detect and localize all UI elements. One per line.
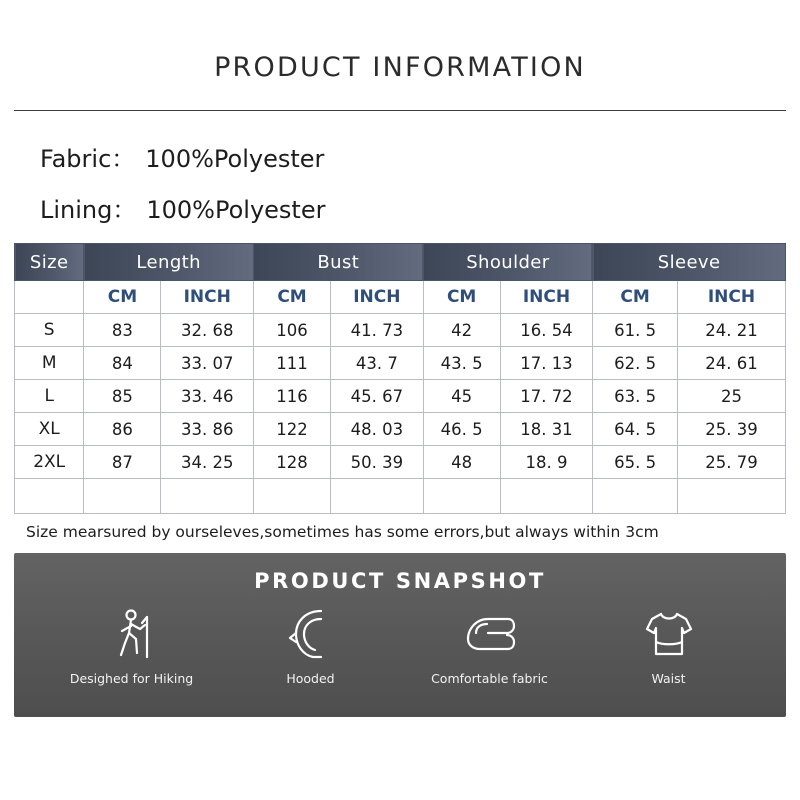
spec-value-fabric: 100%Polyester — [145, 145, 325, 173]
cell-bust-inch: 41. 73 — [331, 314, 424, 347]
spec-list — [14, 139, 786, 225]
header-sleeve: Sleeve — [593, 244, 786, 281]
unit-cell-sleeve-cm: CM — [593, 281, 678, 314]
cell-empty — [253, 479, 330, 514]
unit-cell-sleeve-inch: INCH — [678, 281, 786, 314]
cell-size: 2XL — [15, 446, 84, 479]
cell-shoulder-inch: 18. 9 — [500, 446, 593, 479]
cell-bust-inch: 50. 39 — [331, 446, 424, 479]
cell-empty — [423, 479, 500, 514]
cell-empty — [161, 479, 254, 514]
cell-shoulder-cm: 45 — [423, 380, 500, 413]
cell-bust-cm: 111 — [253, 347, 330, 380]
spec-row-lining — [40, 190, 786, 225]
cell-sleeve-cm: 65. 5 — [593, 446, 678, 479]
header-length: Length — [84, 244, 254, 281]
cell-shoulder-inch: 16. 54 — [500, 314, 593, 347]
table-row — [15, 413, 786, 446]
snapshot-item-hiking — [57, 603, 207, 686]
unit-cell-length-inch: INCH — [161, 281, 254, 314]
cell-bust-cm: 128 — [253, 446, 330, 479]
unit-cell-shoulder-inch: INCH — [500, 281, 593, 314]
cell-length-cm: 85 — [84, 380, 161, 413]
size-table — [14, 243, 786, 514]
unit-cell-blank — [15, 281, 84, 314]
cell-length-inch: 32. 68 — [161, 314, 254, 347]
header-size: Size — [15, 244, 84, 281]
spec-label-lining: Lining： — [40, 196, 137, 224]
cell-size: XL — [15, 413, 84, 446]
cell-shoulder-inch: 17. 72 — [500, 380, 593, 413]
cell-size: M — [15, 347, 84, 380]
cell-shoulder-inch: 17. 13 — [500, 347, 593, 380]
cell-bust-cm: 116 — [253, 380, 330, 413]
cell-shoulder-cm: 42 — [423, 314, 500, 347]
hiker-icon — [57, 603, 207, 665]
cell-empty — [500, 479, 593, 514]
cell-shoulder-inch: 18. 31 — [500, 413, 593, 446]
cell-sleeve-cm: 64. 5 — [593, 413, 678, 446]
cell-sleeve-cm: 63. 5 — [593, 380, 678, 413]
cell-bust-inch: 48. 03 — [331, 413, 424, 446]
cell-empty — [15, 479, 84, 514]
cell-bust-cm: 106 — [253, 314, 330, 347]
cell-sleeve-cm: 62. 5 — [593, 347, 678, 380]
snapshot-item-fabric — [415, 603, 565, 686]
cell-length-inch: 33. 46 — [161, 380, 254, 413]
table-row — [15, 380, 786, 413]
table-unit-row — [15, 281, 786, 314]
cell-length-cm: 86 — [84, 413, 161, 446]
snapshot-title: PRODUCT SNAPSHOT — [254, 569, 546, 593]
snapshot-label: Desighed for Hiking — [69, 671, 194, 686]
cell-length-inch: 33. 07 — [161, 347, 254, 380]
cell-size: S — [15, 314, 84, 347]
table-group-header-row — [15, 244, 786, 281]
shirt-waist-icon — [594, 603, 744, 665]
measurement-note: Size mearsured by ourseleves,sometimes has some errors,but always within 3cm — [26, 523, 659, 541]
cell-empty — [331, 479, 424, 514]
cell-bust-cm: 122 — [253, 413, 330, 446]
folded-fabric-icon — [415, 603, 565, 665]
header-bust: Bust — [253, 244, 423, 281]
cell-bust-inch: 45. 67 — [331, 380, 424, 413]
snapshot-label: Waist — [651, 671, 686, 686]
cell-length-cm: 87 — [84, 446, 161, 479]
spec-label-fabric: Fabric： — [40, 145, 136, 173]
cell-empty — [84, 479, 161, 514]
snapshot-label: Comfortable fabric — [431, 671, 548, 686]
unit-cell-bust-inch: INCH — [331, 281, 424, 314]
snapshot-items — [14, 603, 786, 686]
table-row — [15, 314, 786, 347]
product-snapshot-banner — [14, 553, 786, 717]
cell-shoulder-cm: 43. 5 — [423, 347, 500, 380]
cell-empty — [593, 479, 678, 514]
spec-value-lining: 100%Polyester — [146, 196, 326, 224]
cell-shoulder-cm: 46. 5 — [423, 413, 500, 446]
table-row — [15, 446, 786, 479]
size-table-container — [14, 243, 786, 514]
table-row-empty — [15, 479, 786, 514]
cell-shoulder-cm: 48 — [423, 446, 500, 479]
cell-length-inch: 33. 86 — [161, 413, 254, 446]
snapshot-item-hooded — [236, 603, 386, 686]
page-title: PRODUCT INFORMATION — [214, 52, 586, 83]
snapshot-item-waist — [594, 603, 744, 686]
cell-sleeve-inch: 24. 61 — [678, 347, 786, 380]
cell-sleeve-inch: 25 — [678, 380, 786, 413]
unit-cell-bust-cm: CM — [253, 281, 330, 314]
snapshot-label: Hooded — [286, 671, 335, 686]
cell-sleeve-inch: 25. 39 — [678, 413, 786, 446]
cell-sleeve-inch: 24. 21 — [678, 314, 786, 347]
unit-cell-length-cm: CM — [84, 281, 161, 314]
unit-cell-shoulder-cm: CM — [423, 281, 500, 314]
cell-length-cm: 84 — [84, 347, 161, 380]
cell-empty — [678, 479, 786, 514]
spec-row-fabric — [40, 139, 786, 174]
cell-size: L — [15, 380, 84, 413]
cell-sleeve-inch: 25. 79 — [678, 446, 786, 479]
hood-icon — [236, 603, 386, 665]
cell-length-cm: 83 — [84, 314, 161, 347]
table-row — [15, 347, 786, 380]
cell-sleeve-cm: 61. 5 — [593, 314, 678, 347]
cell-bust-inch: 43. 7 — [331, 347, 424, 380]
header-shoulder: Shoulder — [423, 244, 593, 281]
title-divider — [14, 110, 786, 111]
cell-length-inch: 34. 25 — [161, 446, 254, 479]
